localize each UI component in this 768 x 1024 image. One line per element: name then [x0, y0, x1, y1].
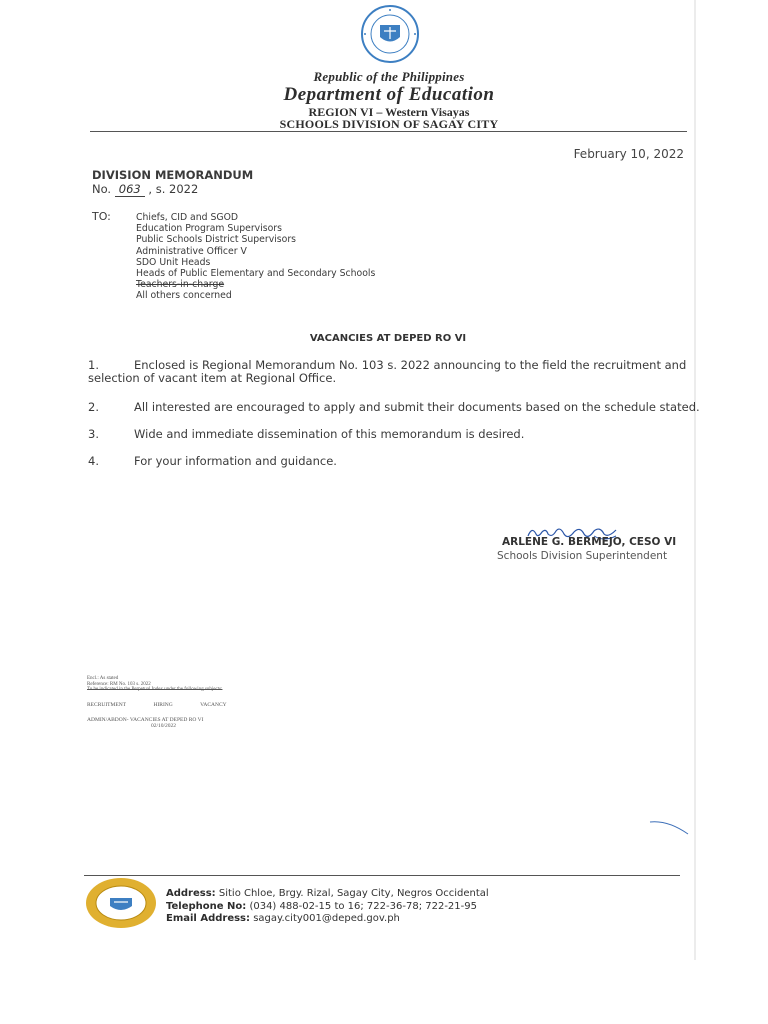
recipient-list — [136, 212, 375, 302]
recipient-item-struck: Teachers-in-charge — [136, 279, 225, 291]
recipient-item: Administrative Officer V — [136, 245, 247, 257]
enclosure-notes — [87, 676, 222, 693]
recipient-item: All others concerned — [136, 290, 232, 302]
subject-tag: VACANCY — [200, 702, 227, 708]
signatory-title: Schools Division Superintendent — [497, 550, 668, 562]
reference-line: Reference: RM No. 103 s. 2022 — [87, 681, 151, 687]
page-edge-shadow — [694, 0, 696, 960]
division-heading: SCHOOLS DIVISION OF SAGAY CITY — [279, 117, 499, 131]
memo-series: , s. 2022 — [148, 182, 199, 196]
recipient-item: SDO Unit Heads — [136, 256, 211, 268]
memo-date: February 10, 2022 — [573, 147, 684, 161]
paragraph-number: 1. — [88, 358, 99, 372]
recipient-item: Heads of Public Elementary and Secondary Schools — [136, 268, 376, 280]
memo-number-line — [92, 182, 198, 197]
header-divider — [90, 131, 687, 132]
memo-number-prefix: No. — [92, 182, 112, 196]
division-seal-icon — [84, 876, 158, 930]
admin-reference — [87, 717, 203, 729]
paragraph-number: 2. — [88, 400, 99, 414]
pen-mark-icon — [648, 818, 692, 838]
memo-subject: VACANCIES AT DEPED RO VI — [309, 333, 467, 344]
recipient-item: Education Program Supervisors — [136, 223, 282, 235]
to-label: TO: — [92, 210, 111, 223]
memo-title: DIVISION MEMORANDUM — [92, 168, 254, 182]
paragraph-1-continued: selection of vacant item at Regional Office. — [88, 371, 337, 385]
department-heading: Department of Education — [283, 84, 495, 105]
footer-address: Address: Sitio Chloe, Brgy. Rizal, Sagay City, Negros Occidental — [166, 888, 489, 899]
paragraph-2: All interested are encouraged to apply and submit their documents based on the schedule stated. — [134, 400, 700, 414]
subject-tag: HIRING — [153, 702, 173, 708]
paragraph-3: Wide and immediate dissemination of this memorandum is desired. — [134, 427, 525, 441]
paragraph-number: 4. — [88, 454, 99, 468]
subject-tag: RECRUITMENT — [87, 702, 127, 708]
republic-heading: Republic of the Philippines — [313, 69, 465, 84]
memo-number: 063 — [115, 182, 145, 197]
admin-line: ADMIN/ABDON- VACANCIES AT DEPED RO VI — [87, 717, 204, 723]
footer-contact — [166, 888, 489, 926]
region-heading: REGION VI – Western Visayas — [308, 105, 470, 119]
paragraph-number: 3. — [88, 427, 99, 441]
deped-seal-icon — [353, 4, 427, 64]
subject-tags — [87, 702, 287, 708]
paragraph-4: For your information and guidance. — [134, 454, 337, 468]
footer-email: Email Address: sagay.city001@deped.gov.ph — [166, 913, 400, 924]
footer-phone: Telephone No: (034) 488-02-15 to 16; 722-36-78; 722-21-95 — [166, 900, 477, 912]
admin-date: 02/10/2022 — [151, 723, 177, 729]
paragraph-1: Enclosed is Regional Memorandum No. 103 s. 2022 announcing to the field the recruitment and — [134, 358, 687, 372]
recipient-item: Public Schools District Supervisors — [136, 234, 296, 246]
enclosure-line: Encl.: As stated — [87, 676, 119, 681]
index-note: To be indicated in the Perpetual Index under the following subjects: — [87, 687, 223, 692]
recipient-item: Chiefs, CID and SGOD — [136, 212, 239, 223]
signatory-name: ARLENE G. BERMEJO, CESO VI — [502, 536, 677, 548]
footer-divider — [84, 875, 680, 876]
